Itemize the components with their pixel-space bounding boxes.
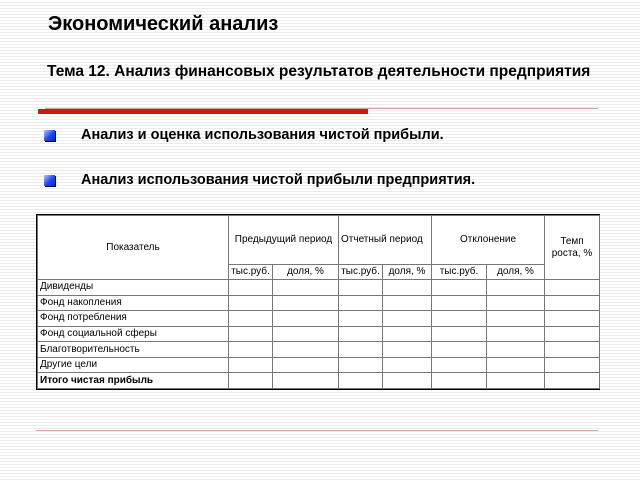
table-cell (339, 295, 383, 311)
table-header-row (38, 216, 600, 265)
row-label: Итого чистая прибыль (38, 373, 229, 389)
table-cell (339, 326, 383, 342)
title-accent-bar (38, 109, 368, 114)
table-cell (273, 326, 339, 342)
table-cell (432, 295, 487, 311)
table-cell (487, 357, 545, 373)
table-cell (273, 311, 339, 327)
unit-subheader: тыс.руб. (432, 265, 487, 280)
table-cell (545, 280, 600, 296)
row-label: Благотворительность (38, 342, 229, 358)
table-cell (545, 342, 600, 358)
table-cell (487, 295, 545, 311)
slide-subtitle: Тема 12. Анализ финансовых результатов деятельности предприятия (47, 63, 591, 80)
table-cell (487, 311, 545, 327)
table-total-row (38, 373, 600, 389)
table-cell (229, 295, 273, 311)
table-cell (273, 342, 339, 358)
table-row (38, 311, 600, 327)
previous-period-header: Предыдущий период (229, 216, 339, 265)
row-label: Фонд накопления (38, 295, 229, 311)
table-cell (383, 280, 432, 296)
table-cell (339, 357, 383, 373)
table-cell (229, 357, 273, 373)
table-cell (487, 373, 545, 389)
table-cell (273, 373, 339, 389)
share-subheader: доля, % (273, 265, 339, 280)
bullet-text: Анализ и оценка использования чистой прибыли. (81, 127, 444, 143)
table-cell (383, 357, 432, 373)
bullet-item (44, 169, 475, 191)
table-cell (383, 311, 432, 327)
table-cell (487, 342, 545, 358)
reporting-period-header: Отчетный период (339, 216, 432, 265)
table-cell (432, 280, 487, 296)
table-cell (273, 280, 339, 296)
table-cell (339, 280, 383, 296)
profit-usage-table-container (36, 214, 600, 390)
table-cell (545, 295, 600, 311)
bullet-text: Анализ использования чистой прибыли предприятия. (81, 172, 476, 188)
table-cell (273, 295, 339, 311)
table-cell (545, 326, 600, 342)
table-cell (487, 326, 545, 342)
table-row (38, 326, 600, 342)
table-cell (229, 342, 273, 358)
indicator-header: Показатель (38, 216, 229, 280)
growth-rate-header: Темп роста, % (545, 216, 600, 280)
row-label: Фонд социальной сферы (38, 326, 229, 342)
table-cell (545, 311, 600, 327)
share-subheader: доля, % (487, 265, 545, 280)
table-cell (339, 311, 383, 327)
row-label: Дивиденды (38, 280, 229, 296)
table-cell (432, 311, 487, 327)
bottom-divider (36, 430, 598, 431)
unit-subheader: тыс.руб. (229, 265, 273, 280)
table-cell (432, 342, 487, 358)
square-bullet-icon (44, 130, 55, 141)
table-cell (339, 342, 383, 358)
table-row (38, 280, 600, 296)
table-row (38, 342, 600, 358)
bullet-item (44, 124, 475, 146)
table-cell (229, 326, 273, 342)
table-cell (545, 373, 600, 389)
table-row (38, 295, 600, 311)
table-cell (432, 326, 487, 342)
unit-subheader: тыс.руб. (339, 265, 383, 280)
table-cell (273, 357, 339, 373)
table-cell (432, 373, 487, 389)
row-label: Другие цели (38, 357, 229, 373)
row-label: Фонд потребления (38, 311, 229, 327)
share-subheader: доля, % (383, 265, 432, 280)
profit-usage-table (37, 215, 600, 389)
table-cell (339, 373, 383, 389)
table-cell (229, 311, 273, 327)
table-cell (383, 326, 432, 342)
table-cell (229, 373, 273, 389)
table-cell (432, 357, 487, 373)
slide-title: Экономический анализ (48, 13, 279, 35)
square-bullet-icon (44, 175, 55, 186)
table-cell (383, 295, 432, 311)
table-cell (383, 373, 432, 389)
table-cell (487, 280, 545, 296)
table-cell (229, 280, 273, 296)
table-cell (383, 342, 432, 358)
table-cell (545, 357, 600, 373)
bullet-list (44, 124, 475, 214)
table-row (38, 357, 600, 373)
deviation-header: Отклонение (432, 216, 545, 265)
